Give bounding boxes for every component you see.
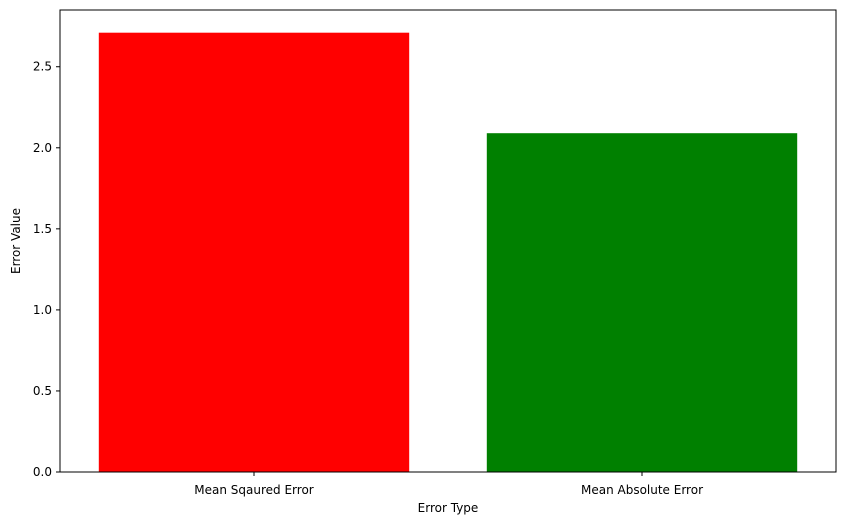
x-axis-label: Error Type <box>417 501 479 515</box>
bar-0 <box>99 33 409 472</box>
y-tick-label: 2.5 <box>32 59 52 74</box>
y-tick-label: 0.0 <box>32 465 52 479</box>
y-tick-label: 2.0 <box>32 140 52 155</box>
bar-1 <box>487 133 797 472</box>
y-axis-label: Error Value <box>9 207 23 275</box>
y-tick-label: 1.5 <box>32 221 52 236</box>
x-tick-label: Mean Absolute Error <box>580 483 704 497</box>
y-tick-label: 0.5 <box>32 383 52 398</box>
y-tick-label: 1.0 <box>32 302 52 317</box>
x-tick-label: Mean Sqaured Error <box>194 483 314 497</box>
